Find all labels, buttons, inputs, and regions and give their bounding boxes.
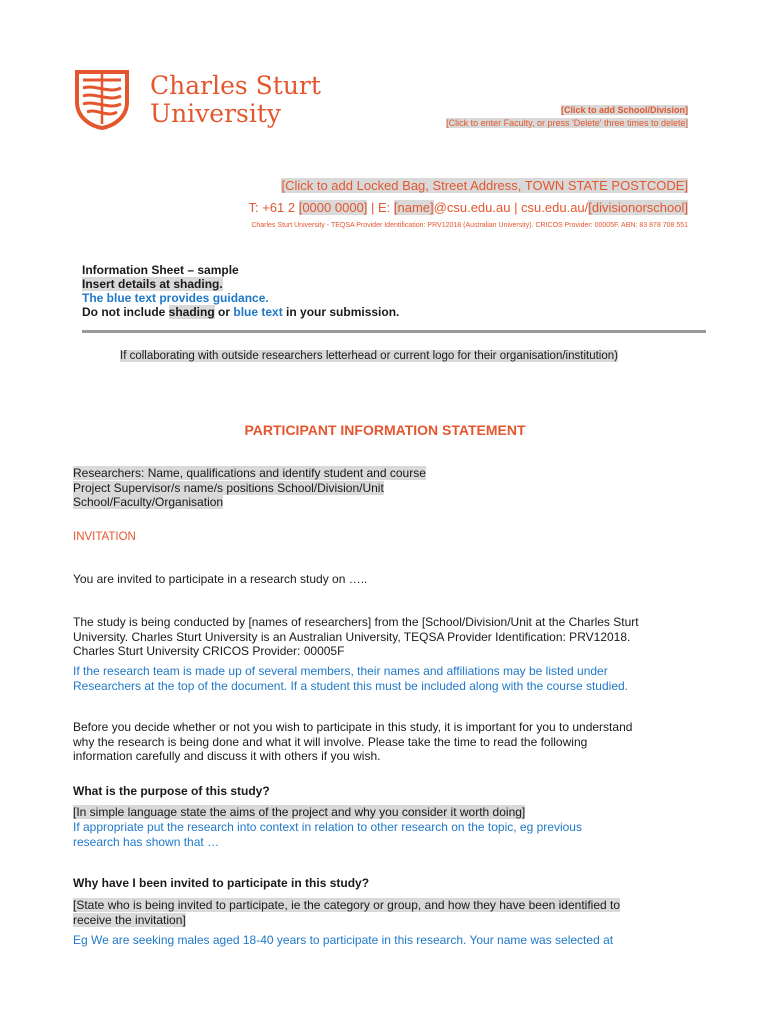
researchers-line-2[interactable]: Project Supervisor/s name/s positions School/Division/Unit — [73, 480, 384, 495]
why-invited-heading: Why have I been invited to participate in this study? — [73, 876, 370, 890]
researchers-line-1[interactable]: Researchers: Name, qualifications and identify student and course — [73, 466, 426, 480]
info-shading-note: Insert details at shading. — [82, 277, 223, 291]
collaboration-note[interactable]: If collaborating with outside researchers letterhead or current logo for their organisation/institution) — [120, 350, 618, 362]
researchers-block[interactable] — [73, 466, 693, 510]
contact-separator: | E: — [367, 200, 394, 215]
researchers-line-3[interactable]: School/Faculty/Organisation — [73, 495, 224, 509]
divider-rule — [82, 330, 706, 333]
purpose-guidance: If appropriate put the research into context in relation to other research on the topic, eg previous research has shown that … — [73, 820, 582, 849]
conducted-paragraph: The study is being conducted by [names of researchers] from the [School/Division/Unit at the Charles Sturt University. Charles Sturt University is an Australian University, TEQSA Provider Identification: PRV12018. Charles Sturt University CRICOS Provider: 00005F — [73, 615, 639, 658]
school-division-field[interactable]: [Click to add School/Division] — [560, 105, 688, 115]
document-title: PARTICIPANT INFORMATION STATEMENT — [244, 422, 526, 438]
why-invited-field[interactable]: [State who is being invited to participate, ie the category or group, and how they have been identified to receive the invitation] — [73, 898, 621, 927]
contact-domain: @csu.edu.au | csu.edu.au/ — [433, 200, 589, 215]
info-title: Information Sheet – sample — [82, 263, 239, 277]
invitation-heading: INVITATION — [73, 531, 136, 543]
email-name-field[interactable]: [name] — [393, 200, 434, 215]
university-name-logo — [150, 72, 321, 128]
contact-prefix: T: +61 2 — [248, 200, 299, 215]
provider-identification: Charles Sturt University - TEQSA Provider Identification: PRV12018 (Australian University). CRICOS Provider: 00005F. ABN: 83 878 708 551 — [251, 222, 688, 229]
logo-line-1: Charles Sturt — [150, 71, 321, 100]
invited-text: You are invited to participate in a research study on ….. — [73, 572, 368, 586]
university-logo-icon — [73, 68, 131, 130]
faculty-field[interactable]: [Click to enter Faculty, or press 'Delete' three times to delete] — [446, 118, 688, 128]
info-blue-note: The blue text provides guidance. — [82, 291, 269, 305]
logo-line-2: University — [150, 99, 282, 128]
address-field[interactable]: [Click to add Locked Bag, Street Address, TOWN STATE POSTCODE] — [281, 178, 688, 193]
before-paragraph: Before you decide whether or not you wish to participate in this study, it is important for you to understand why the research is being done and what it will involve. Please take the time to read the following information carefully and discuss it with others if you wish. — [73, 720, 633, 763]
info-submission-note: Do not include shading or blue text in your submission. — [82, 305, 400, 319]
team-guidance-note: If the research team is made up of several members, their names and affiliations may be listed under Researchers at the top of the document. If a student this must be included along with the course studied. — [73, 664, 628, 693]
purpose-heading: What is the purpose of this study? — [73, 784, 270, 798]
division-url-field[interactable]: [divisionorschool] — [588, 200, 688, 215]
info-sheet-notes — [82, 263, 399, 319]
phone-field[interactable]: [0000 0000] — [298, 200, 368, 215]
purpose-field[interactable]: [In simple language state the aims of the project and why you consider it worth doing] — [73, 805, 526, 819]
why-invited-guidance: Eg We are seeking males aged 18-40 years to participate in this research. Your name was selected at — [73, 933, 614, 947]
contact-line — [248, 200, 688, 215]
